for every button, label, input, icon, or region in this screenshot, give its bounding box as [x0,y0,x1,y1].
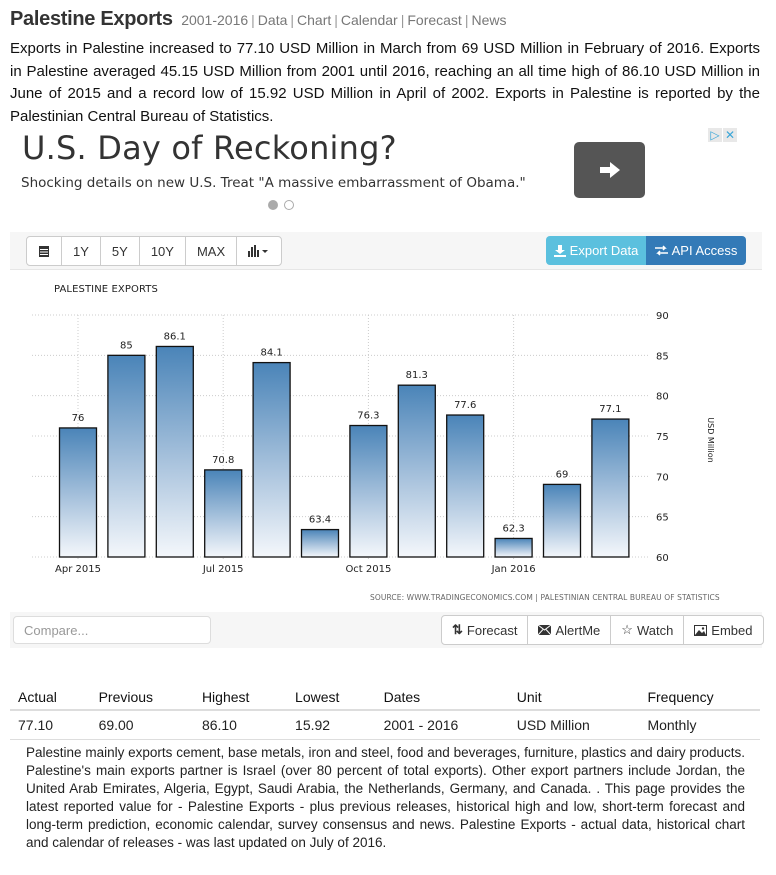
carousel-dot-active[interactable] [268,200,278,210]
range-10y-button[interactable]: 10Y [140,237,186,265]
nav-separator: | [464,12,469,28]
y-tick-label: 75 [656,432,669,443]
nav-forecast[interactable]: Forecast [407,12,462,28]
data-label: 76.3 [357,410,380,422]
nav-calendar[interactable]: Calendar [340,12,398,28]
sub-navigation [181,12,506,28]
ad-body[interactable]: Shocking details on new U.S. Treat "A massive embarrassment of Obama." [21,175,526,191]
data-label: 86.1 [163,331,186,343]
arrow-right-icon [598,161,622,179]
envelope-icon [538,625,551,635]
data-label: 81.3 [405,370,428,382]
bar [108,355,145,557]
x-tick-label: Oct 2015 [345,564,392,575]
y-tick-label: 60 [656,553,669,564]
star-icon: ☆ [621,622,633,637]
bar [398,385,435,557]
ad-close-icon[interactable]: ✕ [724,128,736,142]
data-label: 63.4 [308,514,332,526]
nav-separator: | [290,12,295,28]
bar [592,419,629,557]
cell-highest: 86.10 [194,710,287,740]
nav-separator: | [400,12,405,28]
header-frequency: Frequency [639,686,760,710]
x-tick-label: Jul 2015 [202,564,244,575]
watch-button[interactable] [611,616,684,644]
forecast-button[interactable] [442,616,528,644]
data-labels [72,331,622,534]
data-label: 76 [71,412,85,424]
chart-title: PALESTINE EXPORTS [54,284,158,295]
bar [156,346,193,557]
nav-dates[interactable]: 2001-2016 [181,12,249,28]
bar [350,426,387,557]
y-tick-label: 65 [656,512,669,524]
chart-bottom-bar [10,612,762,648]
page-header [10,8,506,31]
table-row [10,710,760,740]
nav-data[interactable]: Data [257,12,288,28]
watch-label: Watch [636,622,674,638]
cell-lowest: 15.92 [287,710,376,740]
y-tick-label: 70 [656,472,669,484]
x-tick-label: Apr 2015 [55,564,101,575]
y-tick-label: 80 [656,391,669,403]
bar [544,484,581,557]
ad-choices [708,128,737,142]
carousel-dot[interactable] [284,200,294,210]
compare-input[interactable] [13,616,211,644]
data-label: 70.8 [212,454,235,466]
page-title: Palestine Exports [10,8,173,30]
export-data-button[interactable] [546,236,646,265]
nav-news[interactable]: News [471,12,507,28]
bar [253,363,290,557]
bar [447,415,484,557]
data-label: 85 [120,340,133,352]
stats-table [10,686,760,740]
cell-dates: 2001 - 2016 [376,710,509,740]
export-data-label: Export Data [569,243,639,258]
header-unit: Unit [509,686,640,710]
intro-paragraph: Exports in Palestine increased to 77.10 USD Million in March from 69 USD Million in February of 2016. Exports in Palestine averaged 45.15 USD Million from 2001 until 2016, reaching an all time high of 86.10 USD Million in June of 2015 and a record low of 15.92 USD Million in April of 2002. Exports in Palestine is reported by the Palestinian Central Bureau of Statistics. [10,40,760,125]
image-icon [694,625,707,636]
download-icon [554,245,566,257]
cell-actual: 77.10 [10,710,91,740]
bar [60,428,97,557]
chart-area [0,270,776,610]
bar-chart [0,270,776,590]
chart-toolbar [10,232,762,270]
action-button-group [441,615,764,645]
calendar-icon [38,245,50,258]
embed-button[interactable] [684,616,762,644]
range-1y-button[interactable]: 1Y [62,237,101,265]
description-paragraph: Palestine mainly exports cement, base metals, iron and steel, food and beverages, furniture, plastics and dairy products. Palestine's main exports partner is Israel (over 80 percent of total exports). Other export partners include Jordan, the United Arab Emirates, Algeria, Egypt, Saudi Arabia, the Netherlands, Germany, and Canada. . This page provides the latest reported value for - Palestine Exports - plus previous releases, historical high and low, short-term forecast and long-term prediction, economic calendar, survey consensus and news. Palestine Exports - actual data, historical chart and calendar of releases - was last updated on July of 2016. [26,745,745,850]
ad-arrow-button[interactable] [574,142,645,198]
api-access-label: API Access [671,243,738,258]
y-tick-label: 85 [656,351,669,363]
nav-separator: | [334,12,338,28]
y-tick-label: 90 [656,311,669,322]
cell-frequency: Monthly [639,710,760,740]
header-previous: Previous [91,686,194,710]
header-dates: Dates [376,686,509,710]
range-5y-button[interactable]: 5Y [101,237,140,265]
stats-header-row [10,686,760,710]
transfer-icon [655,245,668,256]
ad-choices-icon[interactable]: ▷ [708,128,722,142]
range-max-button[interactable]: MAX [186,237,237,265]
cell-previous: 69.00 [91,710,194,740]
header-actual: Actual [10,686,91,710]
data-label: 77.1 [599,404,622,416]
forecast-label: Forecast [466,622,518,638]
cell-unit: USD Million [509,710,640,740]
chart-source: SOURCE: WWW.TRADINGECONOMICS.COM | PALESTINIAN CENTRAL BUREAU OF STATISTICS [370,593,720,602]
y-axis-label: USD Million [706,417,715,463]
sort-arrows-icon: ⇅ [452,622,463,637]
header-lowest: Lowest [287,686,376,710]
bars [60,346,629,557]
x-tick-label: Jan 2016 [491,564,536,575]
advertisement[interactable] [0,125,776,220]
api-access-button[interactable] [646,236,746,265]
chart-type-dropdown[interactable] [237,237,281,265]
bar [495,538,532,557]
bar [205,470,242,557]
alertme-button[interactable] [528,616,611,644]
alertme-label: AlertMe [555,622,601,638]
ad-headline[interactable]: U.S. Day of Reckoning? [22,129,397,167]
data-label: 62.3 [502,523,525,535]
data-label: 77.6 [454,400,477,412]
ad-carousel-dots [268,200,294,210]
range-button-group [26,236,282,266]
header-highest: Highest [194,686,287,710]
nav-separator: | [251,12,255,28]
data-label: 69 [555,469,569,481]
embed-label: Embed [711,622,753,638]
calendar-button[interactable] [27,237,62,265]
bar-chart-icon [248,245,270,257]
nav-chart[interactable]: Chart [297,12,332,28]
data-label: 84.1 [260,347,283,359]
bar [302,530,339,557]
